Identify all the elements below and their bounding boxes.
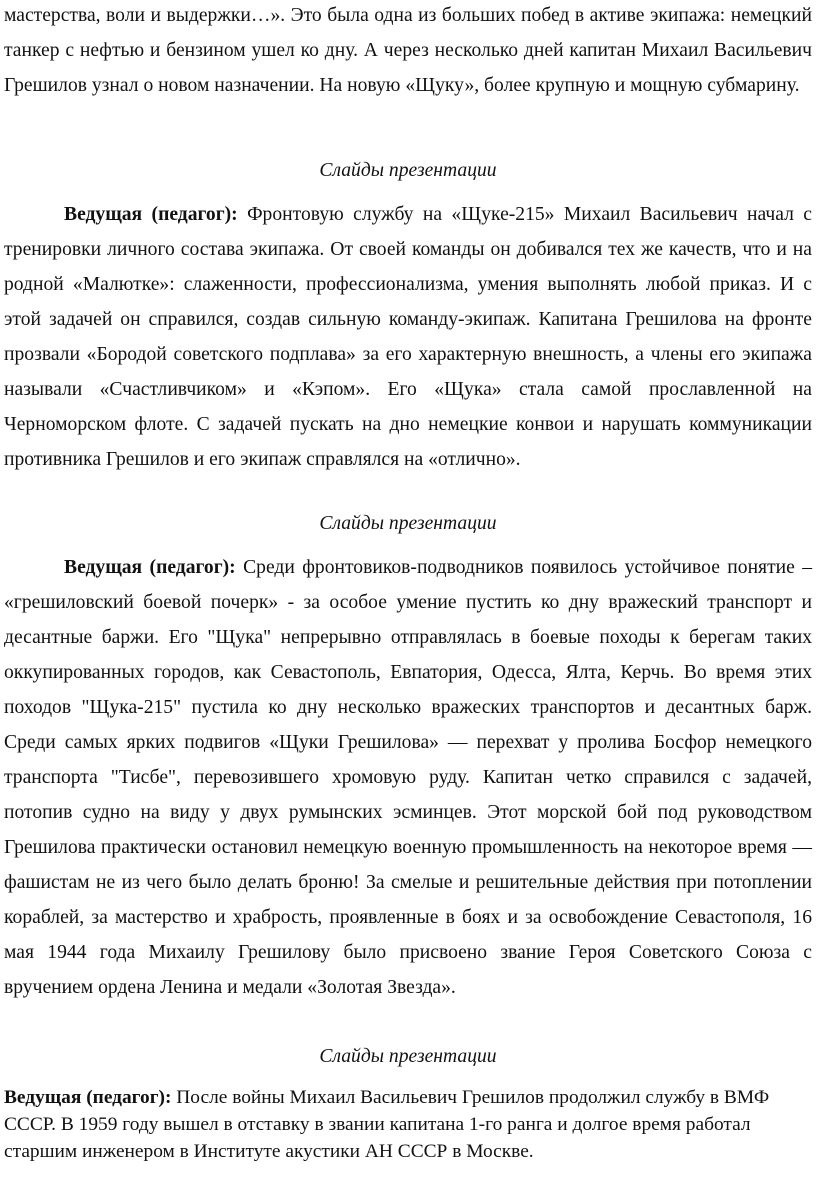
slide-caption-2: Слайды презентации (319, 513, 497, 534)
speaker-label-2: Ведущая (педагог): (64, 204, 238, 225)
paragraph-4-text: После войны Михаил Васильевич Грешилов продолжил службу в ВМФ СССР. В 1959 году вышел в отставку в звании капитана 1-го ранга и долгое время работал старшим инженером в Институте акустики АН СССР в Москве. (4, 1087, 770, 1162)
paragraph-2-text: Фронтовую службу на «Щуке-215» Михаил Васильевич начал с тренировки личного состава экипажа. От своей команды он добивался тех же качеств, что и на родной «Малютке»: слаженности, профессионализма, умения выполнять любой приказ. И с этой задачей он справился, создав сильную команду-экипаж. Капитана Грешилова на фронте прозвали «Бородой советского подплава» за его характерную внешность, а члены его экипажа называли «Счастливчиком» и «Кэпом». Его «Щука» стала самой прославленной на Черноморском флоте. С задачей пускать на дно немецкие конвои и нарушать коммуникации противника Грешилов и его экипаж справлялся на «отлично». (4, 204, 813, 470)
slide-caption-3: Слайды презентации (319, 1046, 497, 1067)
paragraph-2 (4, 197, 812, 477)
paragraph-3-text: Среди фронтовиков-подводников появилось устойчивое понятие – «грешиловский боевой почерк» - за особое умение пустить ко дну вражеский транспорт и десантные баржи. Его "Щука" непрерывно отправлялась в боевые походы к берегам таких оккупированных городов, как Севастополь, Евпатория, Одесса, Ялта, Керчь. Во время этих походов "Щука-215" пустила ко дну несколько вражеских транспортов и десантных барж. Среди самых ярких подвигов «Щуки Грешилова» — перехват у пролива Босфор немецкого транспорта "Тисбе", перевозившего хромовую руду. Капитан четко справился с задачей, потопив судно на виду у двух румынских эсминцев. Этот морской бой под руководством Грешилова практически остановил немецкую военную промышленность на некоторое время — фашистам не из чего было делать броню! За смелые и решительные действия при потоплении кораблей, за мастерство и храбрость, проявленные в боях и за освобождение Севастополя, 16 мая 1944 года Михаилу Грешилову было присвоено звание Героя Советского Союза с вручением ордена Ленина и медали «Золотая Звезда». (4, 557, 813, 998)
paragraph-3 (4, 550, 812, 1005)
speaker-label-4: Ведущая (педагог): (4, 1087, 172, 1108)
slide-caption-1: Слайды презентации (319, 160, 497, 181)
paragraph-1 (4, 0, 812, 103)
speaker-label-3: Ведущая (педагог): (64, 557, 236, 578)
paragraph-4 (4, 1084, 794, 1165)
paragraph-1-text: мастерства, воли и выдержки…». Это была одна из больших побед в активе экипажа: немецкий танкер с нефтью и бензином ушел ко дну. А через несколько дней капитан Михаил Васильевич Грешилов узнал о новом назначении. На новую «Щуку», более крупную и мощную субмарину. (4, 5, 812, 96)
